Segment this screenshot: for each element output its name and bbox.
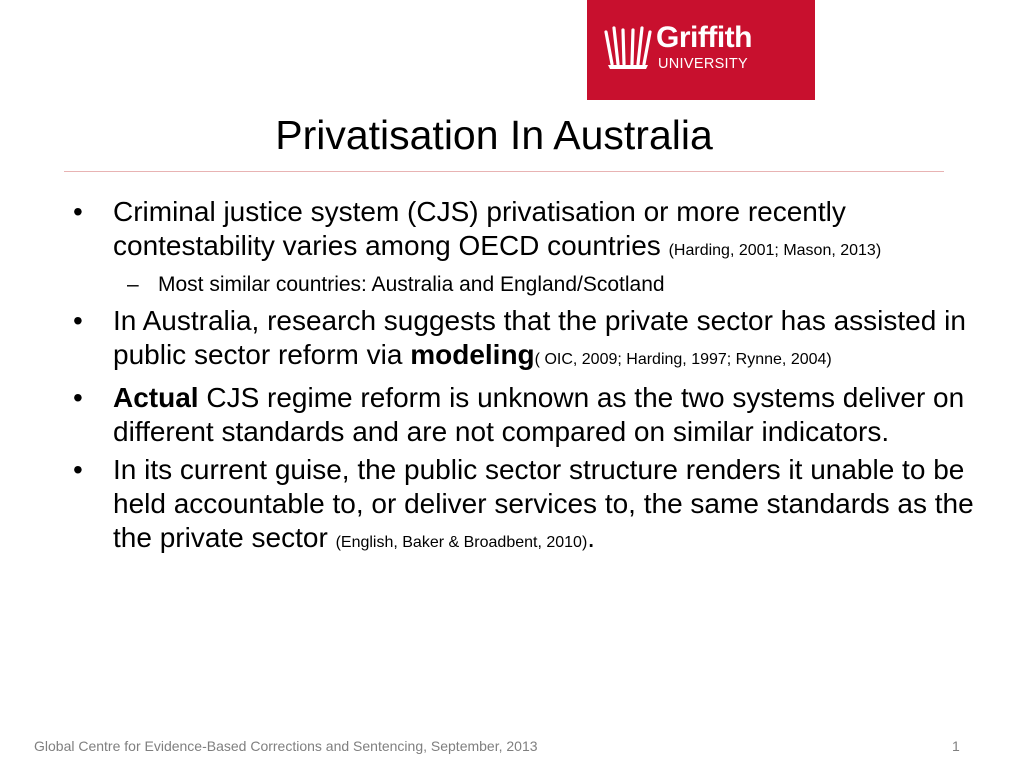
bullet-item (73, 195, 983, 268)
bullet-citation: (English, Baker & Broadbent, 2010) (335, 534, 588, 551)
griffith-crest-icon (602, 26, 654, 70)
bullet-citation: (Harding, 2001; Mason, 2013) (668, 242, 882, 259)
bullet-marker: • (73, 196, 83, 227)
bullet-marker: • (73, 305, 83, 336)
bullet-text: In its current guise, the public sector structure renders it unable to be held accountable to, or deliver services to, the same standards as the the private sector (113, 454, 974, 553)
slide-footer: Global Centre for Evidence-Based Corrections and Sentencing, September, 2013 (34, 738, 538, 754)
bullet-item (73, 381, 983, 449)
bullet-marker: • (73, 382, 83, 413)
slide-title: Privatisation In Australia (275, 112, 713, 158)
sub-bullet-item (73, 272, 983, 298)
bullet-text: In Australia, research suggests that the private sector has assisted in public sector reform via (113, 305, 966, 370)
bullet-text: CJS regime reform is unknown as the two systems deliver on different standards and are not compared on similar indicators. (113, 382, 965, 447)
sub-bullet-text: Most similar countries: Australia and England/Scotland (158, 273, 665, 296)
bullet-list (73, 195, 983, 564)
sub-bullet-marker: – (127, 273, 139, 296)
bullet-citation: ( OIC, 2009; Harding, 1997; Rynne, 2004) (534, 351, 832, 368)
griffith-logo (587, 0, 815, 100)
bullet-emphasis: Actual (113, 382, 199, 413)
page-number: 1 (952, 738, 960, 754)
title-divider (64, 171, 944, 172)
bullet-item (73, 453, 983, 560)
bullet-emphasis: modeling (410, 339, 535, 370)
bullet-text: Criminal justice system (CJS) privatisation or more recently contestability varies among OECD countries (113, 196, 846, 261)
bullet-marker: • (73, 454, 83, 485)
logo-subtitle: UNIVERSITY (658, 56, 749, 72)
bullet-item (73, 304, 983, 377)
logo-name: Griffith (656, 21, 752, 54)
bullet-tail: . (587, 522, 596, 553)
